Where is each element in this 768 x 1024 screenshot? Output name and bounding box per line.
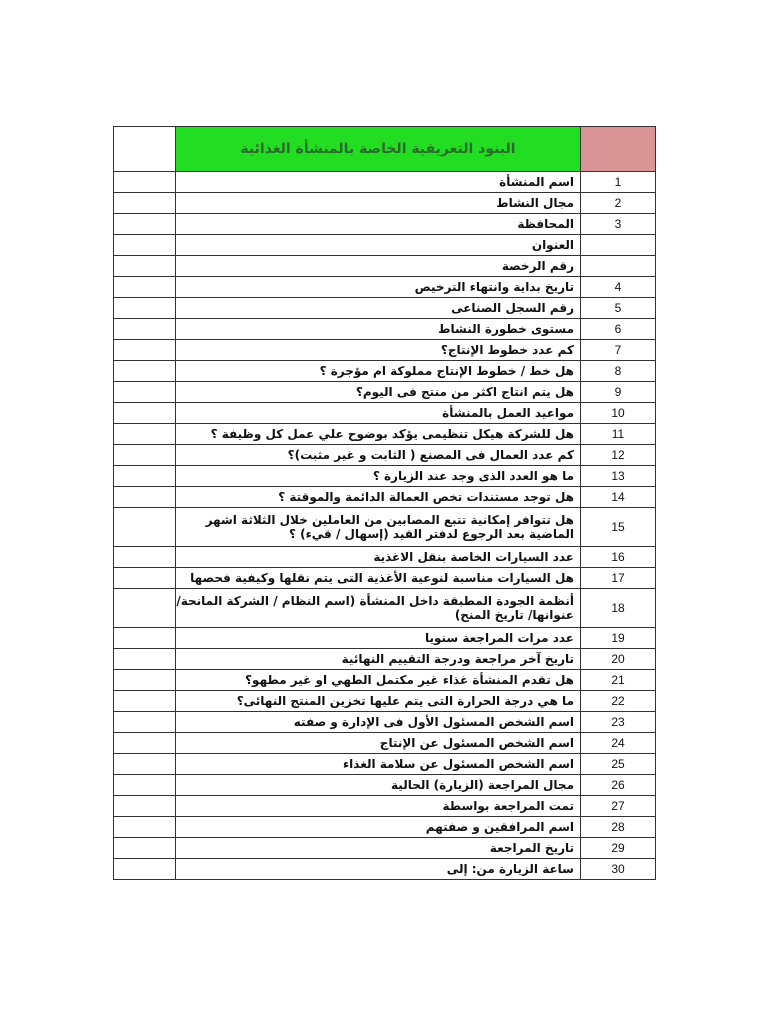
item-label: كم عدد العمال فى المصنع ( الثابت و غير مثبت)؟	[176, 445, 581, 466]
item-number: 17	[581, 568, 656, 589]
item-label: هل تتوافر إمكانية تتبع المصابين من العاملين خلال الثلاثة اشهر الماضية بعد الرجوع لدفتر القيد (إسهال / قيء) ؟	[176, 508, 581, 547]
table-row	[114, 487, 656, 508]
item-label: هل السيارات مناسبة لنوعية الأغذية التى يتم نقلها وكيفية فحصها	[176, 568, 581, 589]
item-label: مواعيد العمل بالمنشأة	[176, 403, 581, 424]
answer-cell[interactable]	[114, 340, 176, 361]
item-number: 30	[581, 859, 656, 880]
table-row	[114, 403, 656, 424]
item-number: 7	[581, 340, 656, 361]
item-number: 21	[581, 670, 656, 691]
answer-cell[interactable]	[114, 214, 176, 235]
answer-cell[interactable]	[114, 403, 176, 424]
item-number: 6	[581, 319, 656, 340]
table-row	[114, 775, 656, 796]
item-number: 8	[581, 361, 656, 382]
item-label: مجال المراجعة (الزيارة) الحالية	[176, 775, 581, 796]
item-label: أنظمة الجودة المطبقة داخل المنشأة (اسم النظام / الشركة المانحة/ عنوانها/ تاريخ المنح)	[176, 589, 581, 628]
answer-cell[interactable]	[114, 649, 176, 670]
item-label: هل خط / خطوط الإنتاج مملوكة ام مؤجرة ؟	[176, 361, 581, 382]
table-row	[114, 466, 656, 487]
item-number: 13	[581, 466, 656, 487]
table-row	[114, 670, 656, 691]
item-number: 24	[581, 733, 656, 754]
item-number: 18	[581, 589, 656, 628]
item-number: 29	[581, 838, 656, 859]
item-label: هل توجد مستندات تخص العمالة الدائمة والموقتة ؟	[176, 487, 581, 508]
answer-cell[interactable]	[114, 193, 176, 214]
item-label: تاريخ المراجعة	[176, 838, 581, 859]
item-label: المحافظة	[176, 214, 581, 235]
answer-cell[interactable]	[114, 670, 176, 691]
answer-cell[interactable]	[114, 382, 176, 403]
item-label: اسم الشخص المسئول الأول فى الإدارة و صفته	[176, 712, 581, 733]
item-label: مستوى خطورة النشاط	[176, 319, 581, 340]
answer-cell[interactable]	[114, 277, 176, 298]
item-number: 9	[581, 382, 656, 403]
item-number: 26	[581, 775, 656, 796]
table-row	[114, 547, 656, 568]
item-number: 2	[581, 193, 656, 214]
item-label: رقم الرخصة	[176, 256, 581, 277]
item-label: مجال النشاط	[176, 193, 581, 214]
answer-cell[interactable]	[114, 256, 176, 277]
table-header-row	[114, 127, 656, 172]
answer-cell[interactable]	[114, 319, 176, 340]
table-title: البنود التعريفية الخاصة بالمنشأة الغذائية	[176, 127, 581, 172]
answer-cell[interactable]	[114, 589, 176, 628]
item-number: 28	[581, 817, 656, 838]
item-number	[581, 256, 656, 277]
table-row	[114, 445, 656, 466]
table-row	[114, 361, 656, 382]
item-label: كم عدد خطوط الإنتاج؟	[176, 340, 581, 361]
item-label: عدد السيارات الخاصة بنقل الاغذية	[176, 547, 581, 568]
header-corner-cell	[581, 127, 656, 172]
answer-cell[interactable]	[114, 487, 176, 508]
item-number: 23	[581, 712, 656, 733]
item-label: رقم السجل الصناعى	[176, 298, 581, 319]
item-label: عدد مرات المراجعة سنويا	[176, 628, 581, 649]
item-label: اسم الشخص المسئول عن الإنتاج	[176, 733, 581, 754]
table-row	[114, 589, 656, 628]
header-blank-cell	[114, 127, 176, 172]
item-number: 1	[581, 172, 656, 193]
table-row	[114, 712, 656, 733]
table-row	[114, 277, 656, 298]
item-label: تمت المراجعة بواسطة	[176, 796, 581, 817]
item-number: 10	[581, 403, 656, 424]
table-row	[114, 796, 656, 817]
answer-cell[interactable]	[114, 628, 176, 649]
item-number: 12	[581, 445, 656, 466]
answer-cell[interactable]	[114, 298, 176, 319]
table-row	[114, 817, 656, 838]
table-row	[114, 382, 656, 403]
table-row	[114, 691, 656, 712]
item-label: العنوان	[176, 235, 581, 256]
item-number: 15	[581, 508, 656, 547]
table-row	[114, 508, 656, 547]
item-number: 22	[581, 691, 656, 712]
table-row	[114, 859, 656, 880]
answer-cell[interactable]	[114, 775, 176, 796]
answer-cell[interactable]	[114, 547, 176, 568]
table-row	[114, 568, 656, 589]
answer-cell[interactable]	[114, 466, 176, 487]
answer-cell[interactable]	[114, 733, 176, 754]
answer-cell[interactable]	[114, 361, 176, 382]
answer-cell[interactable]	[114, 508, 176, 547]
answer-cell[interactable]	[114, 445, 176, 466]
table-row	[114, 838, 656, 859]
item-number: 16	[581, 547, 656, 568]
item-number: 27	[581, 796, 656, 817]
item-number	[581, 235, 656, 256]
table-row	[114, 340, 656, 361]
table-row	[114, 319, 656, 340]
item-number: 11	[581, 424, 656, 445]
answer-cell[interactable]	[114, 817, 176, 838]
answer-cell[interactable]	[114, 235, 176, 256]
answer-cell[interactable]	[114, 424, 176, 445]
answer-cell[interactable]	[114, 838, 176, 859]
item-label: هل يتم انتاج اكثر من منتج فى اليوم؟	[176, 382, 581, 403]
item-label: تاريخ آخر مراجعة ودرجة التقييم النهائية	[176, 649, 581, 670]
item-label: اسم الشخص المسئول عن سلامة الغذاء	[176, 754, 581, 775]
answer-cell[interactable]	[114, 754, 176, 775]
table-row	[114, 754, 656, 775]
item-number: 20	[581, 649, 656, 670]
item-number: 3	[581, 214, 656, 235]
item-label: ما هي درجة الحرارة التى يتم عليها تخزين المنتج النهائى؟	[176, 691, 581, 712]
item-label: اسم المنشأة	[176, 172, 581, 193]
item-label: اسم المرافقين و صفتهم	[176, 817, 581, 838]
item-label: هل للشركة هيكل تنظيمى يؤكد بوضوح علي عمل كل وظيفة ؟	[176, 424, 581, 445]
item-label: ما هو العدد الذى وجد عند الزيارة ؟	[176, 466, 581, 487]
answer-cell[interactable]	[114, 712, 176, 733]
answer-cell[interactable]	[114, 172, 176, 193]
item-label: تاريخ بداية وانتهاء الترخيص	[176, 277, 581, 298]
item-number: 4	[581, 277, 656, 298]
item-number: 14	[581, 487, 656, 508]
table-row	[114, 649, 656, 670]
item-label: ساعة الزيارة من: إلى	[176, 859, 581, 880]
table-row	[114, 172, 656, 193]
table-row	[114, 733, 656, 754]
answer-cell[interactable]	[114, 796, 176, 817]
table-row	[114, 235, 656, 256]
table-row	[114, 628, 656, 649]
table-row	[114, 256, 656, 277]
answer-cell[interactable]	[114, 691, 176, 712]
table-row	[114, 298, 656, 319]
item-number: 19	[581, 628, 656, 649]
item-number: 25	[581, 754, 656, 775]
table-row	[114, 214, 656, 235]
table-row	[114, 193, 656, 214]
food-establishment-info-table	[113, 126, 656, 880]
item-number: 5	[581, 298, 656, 319]
item-label: هل تقدم المنشأة غذاء غير مكتمل الطهي او غير مطهو؟	[176, 670, 581, 691]
answer-cell[interactable]	[114, 859, 176, 880]
answer-cell[interactable]	[114, 568, 176, 589]
table-row	[114, 424, 656, 445]
